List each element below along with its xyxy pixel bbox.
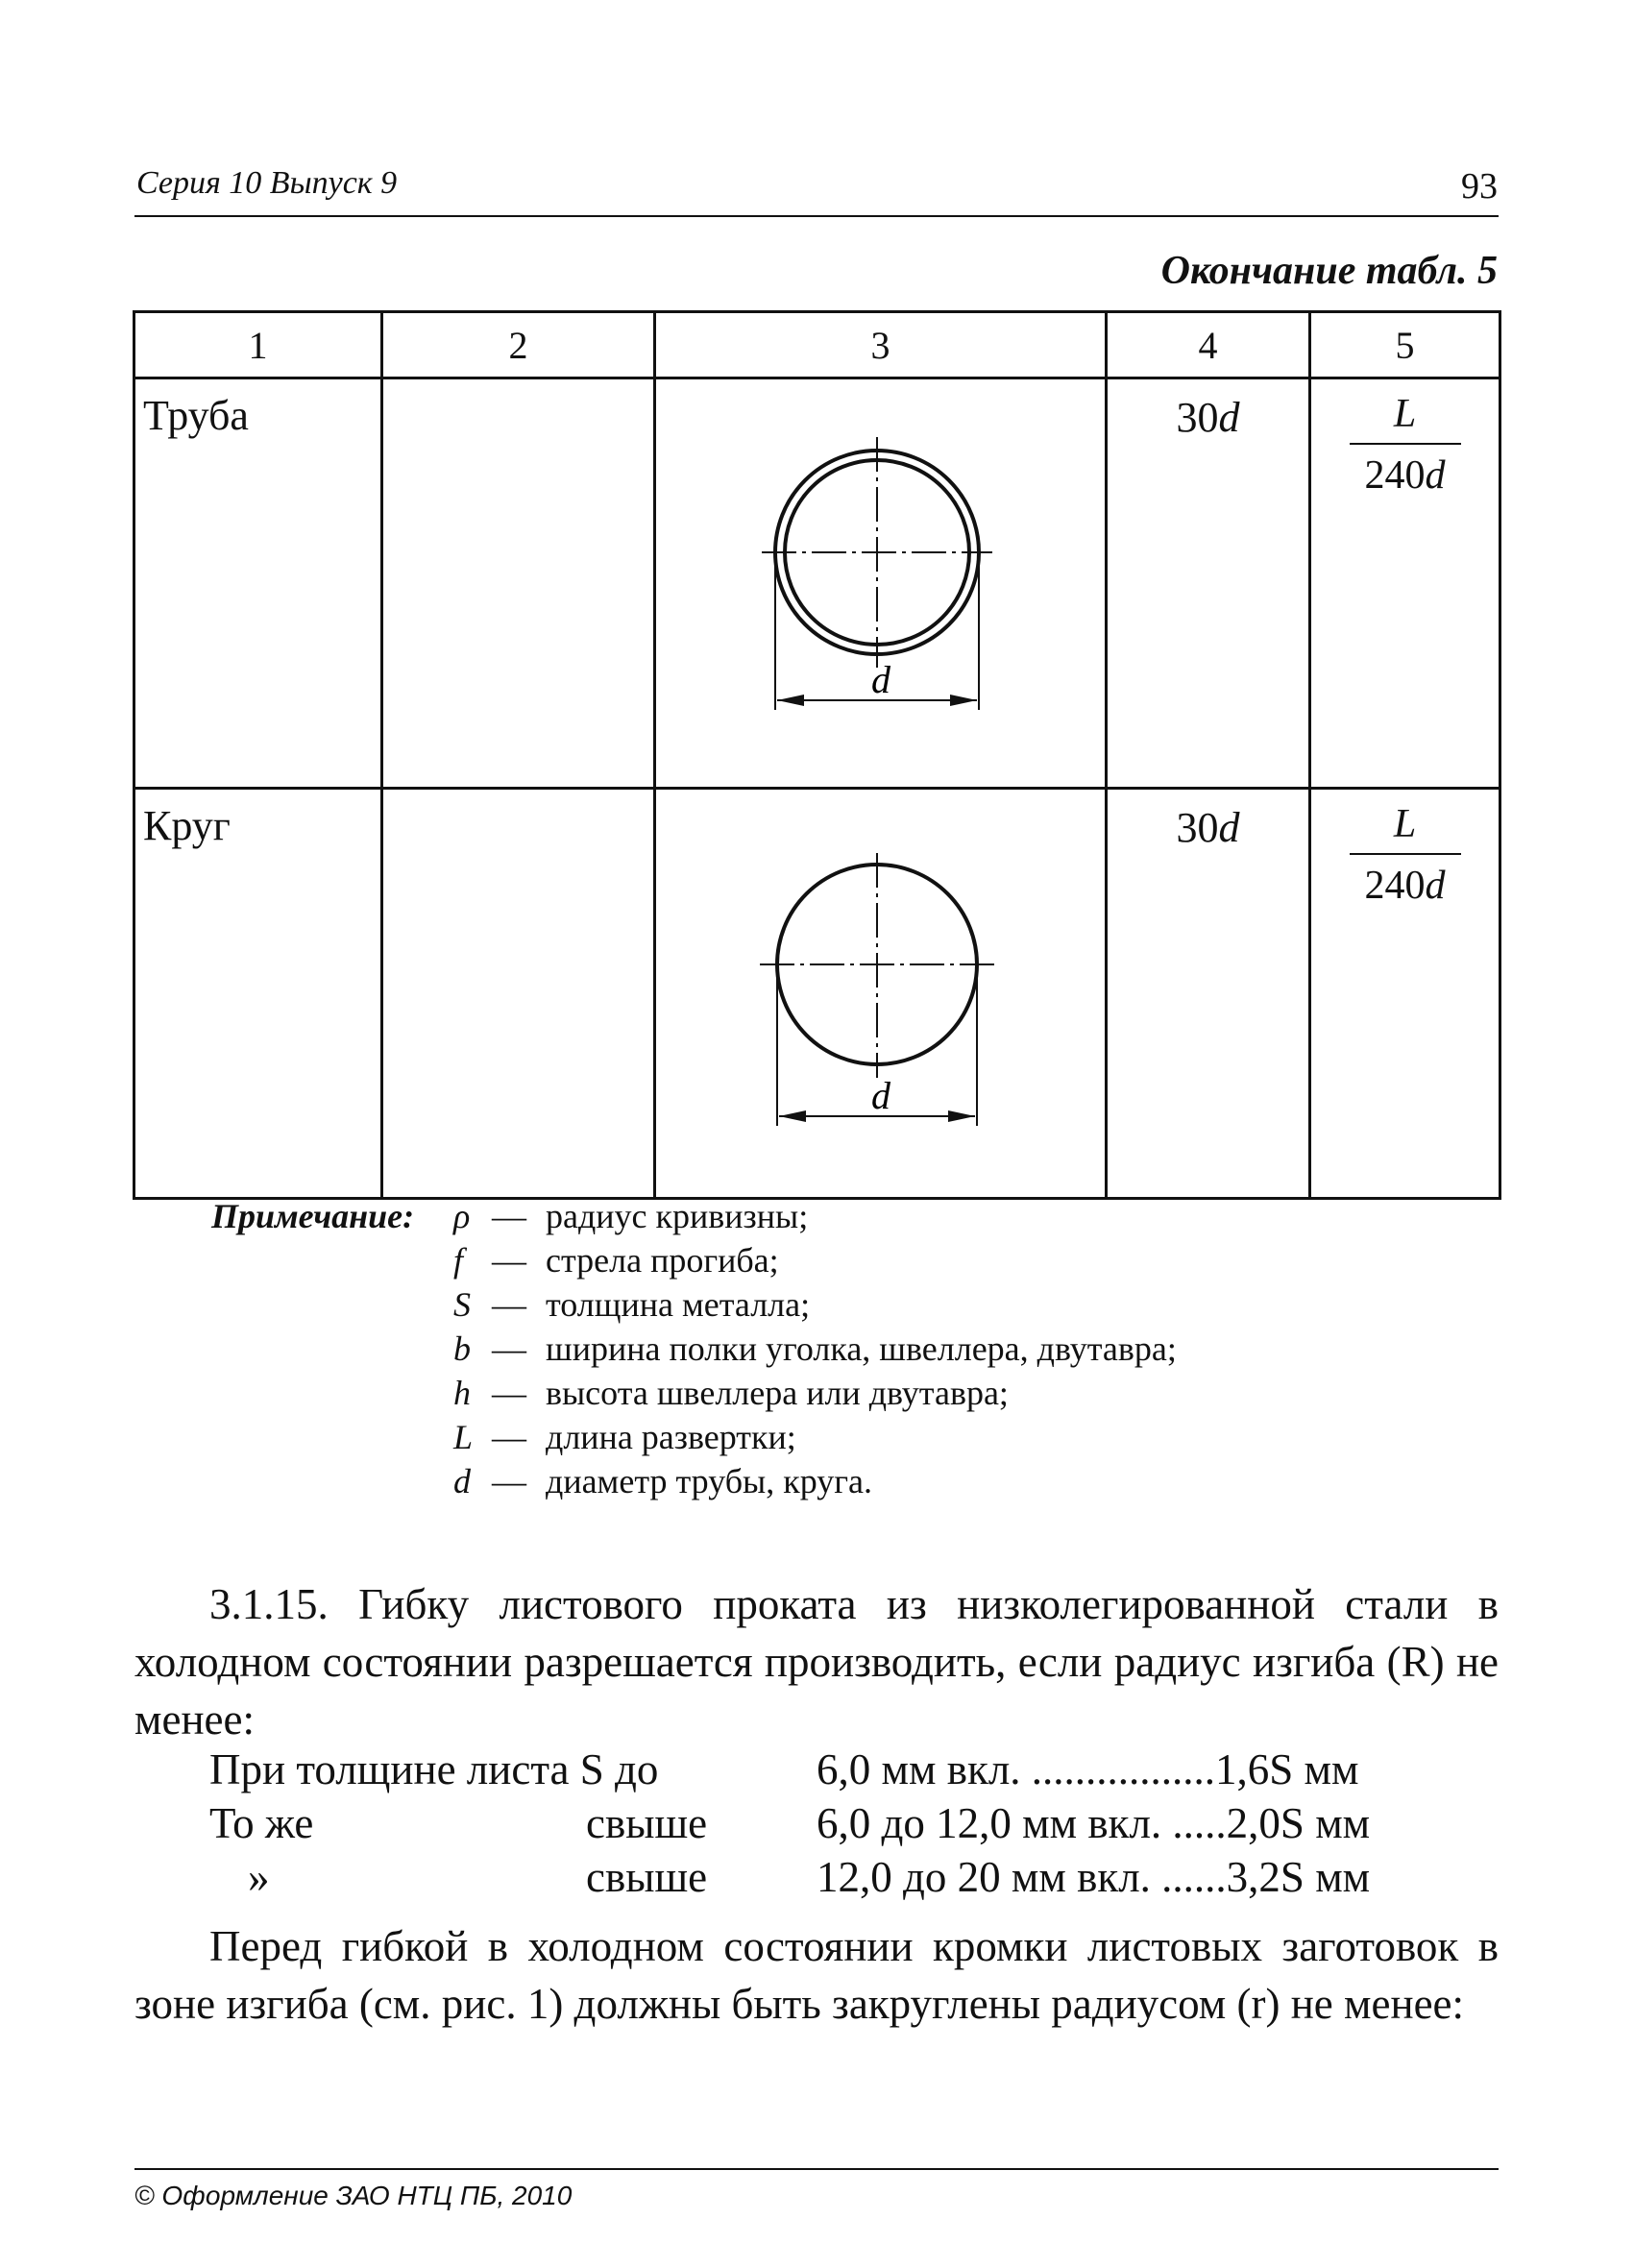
table-row — [134, 378, 1500, 789]
footer-rule — [134, 2168, 1499, 2170]
column-header-3: 3 — [655, 312, 1107, 378]
fraction-cell — [1310, 789, 1500, 1199]
notes-label: Примечание: — [211, 1197, 415, 1235]
fraction-denominator: 240d — [1364, 453, 1446, 498]
fraction-cell — [1310, 378, 1500, 789]
fraction — [1311, 801, 1499, 909]
note-item: L — длина развертки; — [453, 1418, 796, 1456]
header-rule — [134, 215, 1499, 217]
page-number: 93 — [1461, 166, 1498, 207]
profile-name: Труба — [134, 378, 382, 789]
fraction — [1311, 391, 1499, 499]
note-item: b — ширина полки уголка, швеллера, двутавра; — [453, 1329, 1177, 1368]
column-header-2: 2 — [382, 312, 655, 378]
note-item: S — толщина металла; — [453, 1285, 811, 1324]
fraction-numerator: L — [1393, 392, 1417, 436]
column-header-4: 4 — [1107, 312, 1310, 378]
note-item: h — высота швеллера или двутавра; — [453, 1374, 1009, 1412]
round-bar-section-drawing — [656, 790, 1108, 1183]
paragraph-edge-rounding: Перед гибкой в холодном состоянии кромки листовых заготовок в зоне изгиба (см. рис. 1) должны быть закруглены радиусом (r) не менее: — [134, 1922, 1499, 2028]
table-header-row — [134, 312, 1500, 378]
empty-cell — [382, 378, 655, 789]
column-header-1: 1 — [134, 312, 382, 378]
note-item: ρ — радиус кривизны; — [453, 1197, 809, 1235]
figure-cell — [655, 378, 1107, 789]
dimension-label: d — [871, 1074, 890, 1117]
footer-copyright: © Оформление ЗАО НТЦ ПБ, 2010 — [134, 2181, 573, 2210]
fraction-denominator: 240d — [1364, 864, 1446, 908]
profile-table — [133, 310, 1501, 1200]
figure-cell — [655, 789, 1107, 1199]
dimension-label: d — [871, 658, 890, 701]
note-item: f — стрела прогиба; — [453, 1241, 779, 1280]
pipe-section-drawing — [656, 379, 1108, 773]
fraction-numerator: L — [1393, 802, 1417, 846]
profile-name: Круг — [134, 789, 382, 1199]
empty-cell — [382, 789, 655, 1199]
note-item: d — диаметр трубы, круга. — [453, 1462, 872, 1500]
table-caption: Окончание табл. 5 — [1160, 249, 1498, 293]
paragraph-3-1-15: 3.1.15. Гибку листового проката из низколегированной стали в холодном состоянии разрешается производить, если радиус изгиба (R) не менее: — [134, 1580, 1499, 1744]
column-header-5: 5 — [1310, 312, 1500, 378]
coefficient-value: 30d — [1107, 378, 1310, 789]
running-header-series: Серия 10 Выпуск 9 — [136, 165, 398, 201]
table-row — [134, 789, 1500, 1199]
coefficient-value: 30d — [1107, 789, 1310, 1199]
